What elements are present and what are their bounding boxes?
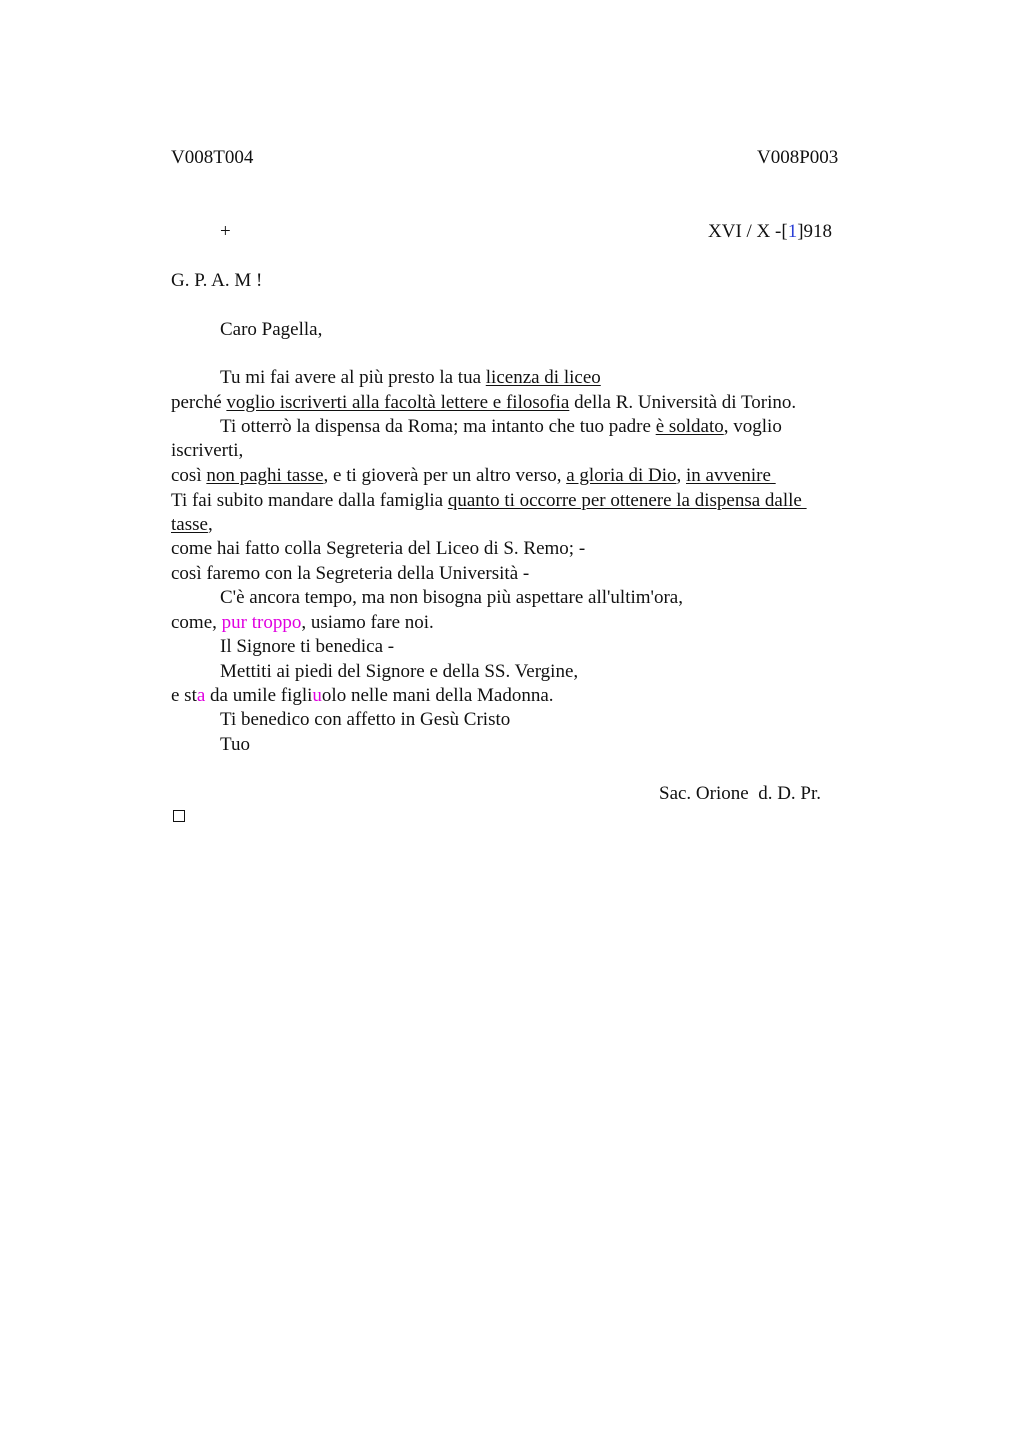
text-run: della R. Università di Torino. [569, 392, 797, 413]
highlighted-text: a [196, 685, 206, 706]
body-line-12: Il Signore ti benedica - [220, 636, 395, 657]
underlined-text: tasse [171, 514, 208, 535]
body-line-2 [171, 391, 796, 415]
date-prefix: XVI / X -[ [708, 221, 788, 242]
highlighted-text: u [312, 685, 322, 706]
underlined-text: quanto ti occorre per ottenere la dispensa dalle [447, 490, 807, 511]
underlined-text: è soldato [655, 416, 724, 437]
body-line-8: come hai fatto colla Segreteria del Liceo di S. Remo; - [171, 538, 586, 559]
cross-symbol: + [220, 221, 231, 242]
body-line-13: Mettiti ai piedi del Signore e della SS. Vergine, [220, 661, 579, 682]
salutation: Caro Pagella, [220, 319, 323, 340]
body-line-14 [171, 684, 554, 708]
header-right-code: V008P003 [757, 147, 839, 168]
body-line-5 [171, 464, 776, 488]
underlined-text: in avvenire [686, 465, 776, 486]
body-line-15: Ti benedico con affetto in Gesù Cristo [220, 709, 511, 730]
body-line-11 [171, 611, 434, 635]
underlined-text: non paghi tasse [206, 465, 324, 486]
body-line-7 [171, 513, 213, 537]
text-run: Ti otterrò la dispensa da Roma; ma intanto che tuo padre [220, 416, 656, 437]
motto: G. P. A. M ! [171, 270, 263, 291]
body-line-1 [220, 366, 601, 390]
end-square-icon [173, 810, 185, 822]
underlined-text: voglio iscriverti alla facoltà lettere e filosofia [226, 392, 570, 413]
body-line-16: Tuo [220, 734, 250, 755]
text-run: da umile figli [205, 685, 313, 706]
underlined-text: licenza di liceo [485, 367, 601, 388]
underlined-text: a gloria di Dio [566, 465, 677, 486]
letter-date [708, 220, 832, 244]
body-line-9: così faremo con la Segreteria della Università - [171, 563, 530, 584]
body-line-10: C'è ancora tempo, ma non bisogna più aspettare all'ultim'ora, [220, 587, 683, 608]
text-run: , [676, 465, 686, 486]
date-suffix: ]918 [797, 221, 833, 242]
signature: Sac. Orione d. D. Pr. [659, 783, 822, 804]
text-run: e st [171, 685, 197, 706]
text-run: così [171, 465, 207, 486]
text-run: Tu mi fai avere al più presto la tua [220, 367, 486, 388]
header-left-code: V008T004 [171, 147, 254, 168]
text-run: , usiamo fare noi. [301, 612, 434, 633]
body-line-4: iscriverti, [171, 440, 244, 461]
text-run: olo nelle mani della Madonna. [321, 685, 554, 706]
text-run: perché [171, 392, 227, 413]
text-run: , voglio [723, 416, 782, 437]
date-bracket-digit: 1 [787, 221, 798, 242]
text-run: , e ti gioverà per un altro verso, [323, 465, 567, 486]
highlighted-text: pur troppo [221, 612, 302, 633]
text-run: come, [171, 612, 222, 633]
body-line-6 [171, 489, 807, 513]
text-run: , [207, 514, 213, 535]
body-line-3 [220, 415, 782, 439]
text-run: Ti fai subito mandare dalla famiglia [171, 490, 448, 511]
